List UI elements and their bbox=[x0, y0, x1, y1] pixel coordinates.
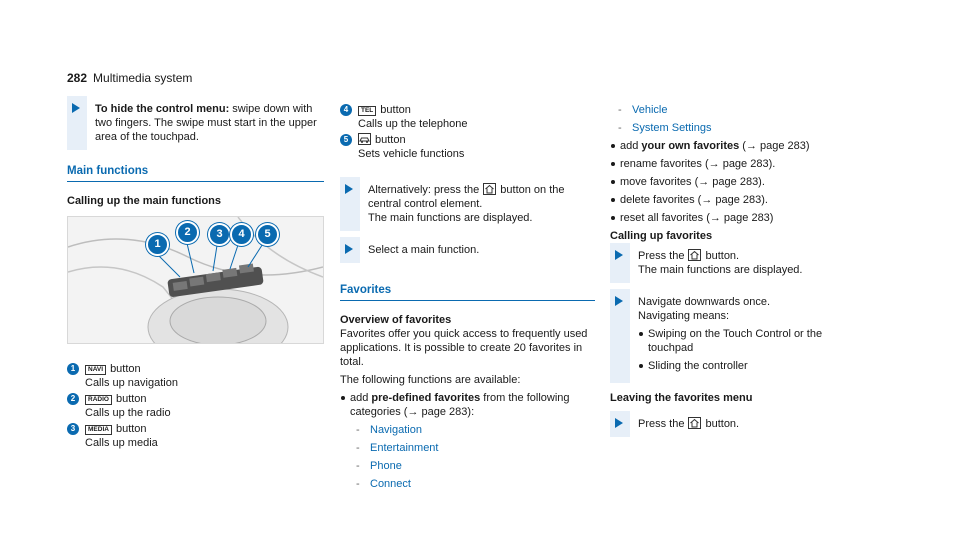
step-text: button. bbox=[705, 418, 740, 430]
step-arrow-icon bbox=[615, 418, 623, 428]
section-title-main-functions: Main functions bbox=[67, 164, 324, 182]
navi-key-icon: NAVI bbox=[85, 365, 106, 375]
step-arrow-icon bbox=[345, 184, 353, 194]
step-text: button on the central control element. bbox=[368, 184, 565, 210]
category-list-cont bbox=[618, 103, 850, 135]
item-suffix: (→ page 283) bbox=[742, 140, 810, 152]
list-item bbox=[340, 391, 595, 491]
radio-key-icon: RADIO bbox=[85, 395, 112, 405]
item-bold: pre-defined favorites bbox=[371, 392, 481, 404]
step-text: swipe down with two fingers. The swipe must start in the upper area of the touchpad. bbox=[95, 103, 317, 143]
step-text: Press the bbox=[638, 250, 685, 262]
controls-figure bbox=[67, 216, 324, 344]
overview-text: Favorites offer you quick access to frequently used applications. It is possible to create 20 favorites in total. bbox=[340, 328, 588, 368]
list-item: reset all favorites (→ page 283) bbox=[610, 211, 850, 225]
step-text: Select a main function. bbox=[368, 244, 480, 256]
home-icon bbox=[483, 183, 496, 195]
legend-label: button bbox=[115, 423, 147, 435]
legend-desc: Calls up the radio bbox=[85, 407, 171, 419]
page-header-title: Multimedia system bbox=[93, 71, 193, 85]
step-text: Alternatively: press the bbox=[368, 184, 480, 196]
home-icon bbox=[688, 417, 701, 429]
category-connect[interactable]: - Connect bbox=[356, 477, 595, 491]
figure-badge-4: 4 bbox=[230, 223, 253, 246]
column-3 bbox=[610, 103, 850, 443]
item-prefix: add bbox=[350, 392, 369, 404]
legend-item-4 bbox=[340, 103, 595, 131]
home-icon bbox=[688, 249, 701, 261]
list-item: move favorites (→ page 283). bbox=[610, 175, 850, 189]
legend-desc: Calls up the telephone bbox=[358, 118, 468, 130]
step-text: Press the bbox=[638, 418, 685, 430]
alternative-step bbox=[340, 177, 595, 231]
navigating-means-list bbox=[638, 327, 850, 373]
list-item: Sliding the controller bbox=[638, 359, 850, 373]
page-header bbox=[67, 71, 192, 85]
legend-desc: Calls up navigation bbox=[85, 377, 178, 389]
category-phone[interactable]: - Phone bbox=[356, 459, 595, 473]
functions-text: The following functions are available: bbox=[340, 374, 521, 386]
step-arrow-icon bbox=[345, 244, 353, 254]
legend-item-2 bbox=[67, 392, 324, 420]
list-item bbox=[610, 139, 850, 153]
tel-key-icon: TEL bbox=[358, 106, 376, 116]
legend-number: 2 bbox=[67, 393, 79, 405]
media-key-icon: MEDIA bbox=[85, 425, 112, 435]
list-item: Swiping on the Touch Control or the touchpad bbox=[638, 327, 850, 355]
step-text: The main functions are displayed. bbox=[368, 212, 533, 224]
list-item: delete favorites (→ page 283). bbox=[610, 193, 850, 207]
legend-label: button bbox=[380, 104, 411, 116]
subhead-calling-main-functions: Calling up the main functions bbox=[67, 195, 221, 207]
step-text: Navigating means: bbox=[638, 310, 730, 322]
category-entertainment[interactable]: - Entertainment bbox=[356, 441, 595, 455]
item-prefix: add bbox=[620, 140, 639, 152]
legend-item-1 bbox=[67, 362, 324, 390]
select-function-step bbox=[340, 237, 595, 263]
legend-item-5 bbox=[340, 133, 595, 161]
figure-badge-5: 5 bbox=[256, 223, 279, 246]
category-system-settings[interactable]: - System Settings bbox=[618, 121, 850, 135]
column-1 bbox=[67, 96, 324, 452]
step-text: Navigate downwards once. bbox=[638, 296, 771, 308]
item-suffix: from the following categories (→ page 283): bbox=[350, 392, 570, 418]
list-item: rename favorites (→ page 283). bbox=[610, 157, 850, 171]
navigate-down-step bbox=[610, 289, 850, 383]
legend-item-3 bbox=[67, 422, 324, 450]
favorites-functions-list bbox=[610, 139, 850, 225]
legend-label: button bbox=[115, 393, 147, 405]
legend-number: 4 bbox=[340, 104, 352, 116]
step-arrow-icon bbox=[615, 296, 623, 306]
section-title-favorites: Favorites bbox=[340, 283, 595, 301]
legend-number: 5 bbox=[340, 134, 352, 146]
leaving-favorites-title: Leaving the favorites menu bbox=[610, 392, 753, 404]
category-list bbox=[356, 423, 595, 491]
item-bold: your own favorites bbox=[641, 140, 740, 152]
hide-control-menu-step bbox=[67, 96, 324, 150]
figure-badge-2: 2 bbox=[176, 221, 199, 244]
figure-badge-1: 1 bbox=[146, 233, 169, 256]
legend-desc: Calls up media bbox=[85, 437, 158, 449]
category-vehicle[interactable]: - Vehicle bbox=[618, 103, 850, 117]
legend-number: 1 bbox=[67, 363, 79, 375]
legend-number: 3 bbox=[67, 423, 79, 435]
step-arrow-icon bbox=[72, 103, 80, 113]
press-home-step bbox=[610, 243, 850, 283]
step-text: The main functions are displayed. bbox=[638, 264, 803, 276]
overview-title: Overview of favorites bbox=[340, 314, 452, 326]
step-label: To hide the control menu: bbox=[95, 103, 230, 115]
car-icon bbox=[358, 133, 371, 145]
step-text: button. bbox=[705, 250, 740, 262]
leave-step bbox=[610, 411, 850, 437]
column-2 bbox=[340, 103, 595, 495]
legend-label: button bbox=[110, 363, 141, 375]
figure-badge-3: 3 bbox=[208, 223, 231, 246]
page-number: 282 bbox=[67, 71, 88, 85]
predefined-list bbox=[340, 391, 595, 491]
calling-favorites-title: Calling up favorites bbox=[610, 230, 713, 242]
legend-label: button bbox=[375, 134, 406, 146]
step-arrow-icon bbox=[615, 250, 623, 260]
legend-desc: Sets vehicle functions bbox=[358, 148, 465, 160]
category-navigation[interactable]: - Navigation bbox=[356, 423, 595, 437]
